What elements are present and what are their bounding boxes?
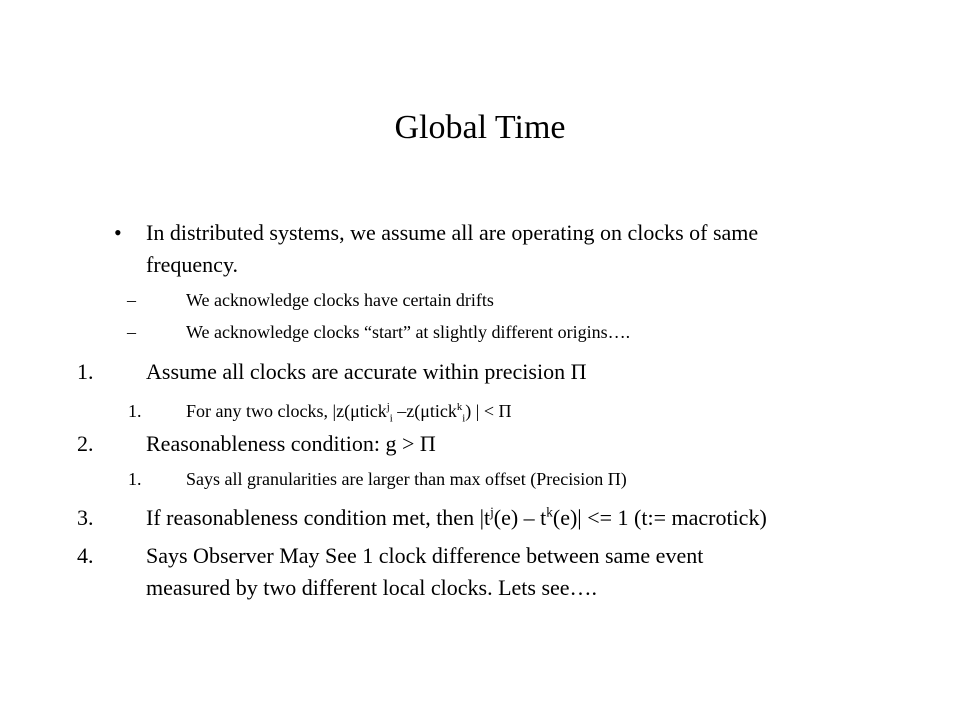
bullet-text-line2: frequency. bbox=[146, 252, 239, 277]
item-text-line2: measured by two different local clocks. Lets see…. bbox=[146, 575, 598, 600]
bullet-text-line1: In distributed systems, we assume all are operating on clocks of same bbox=[146, 220, 759, 245]
formula-subscript: i bbox=[389, 412, 393, 425]
formula-part: For any two clocks, |z(μtick bbox=[186, 401, 387, 421]
bullet-marker: • bbox=[114, 220, 122, 245]
item-number: 2. bbox=[77, 431, 94, 456]
formula-part: –z(μtick bbox=[392, 401, 457, 421]
formula-superscript: j bbox=[490, 504, 494, 520]
formula-part: ) | < Π bbox=[465, 401, 512, 421]
item-number: 1. bbox=[77, 359, 94, 384]
item-text: Reasonableness condition: g > Π bbox=[146, 431, 436, 456]
formula-part: If reasonableness condition met, then |t bbox=[146, 505, 491, 530]
formula-superscript: k bbox=[546, 504, 553, 520]
subitem-number: 1. bbox=[128, 469, 142, 489]
formula-part: (e)| <= 1 (t:= macrotick) bbox=[552, 505, 767, 530]
sub-bullet-text: We acknowledge clocks have certain drifts bbox=[186, 290, 494, 310]
dash-marker: – bbox=[127, 322, 136, 342]
sub-bullet-text: We acknowledge clocks “start” at slightly different origins…. bbox=[186, 322, 631, 342]
item-number: 4. bbox=[77, 543, 94, 568]
item-text: Assume all clocks are accurate within precision Π bbox=[146, 359, 587, 384]
formula-superscript: k bbox=[456, 401, 463, 413]
item-text-formula bbox=[146, 503, 767, 532]
formula-superscript: j bbox=[386, 401, 390, 413]
subitem-text-formula bbox=[186, 399, 512, 423]
formula-part: (e) – t bbox=[493, 505, 547, 530]
formula-subscript: i bbox=[462, 412, 466, 425]
subitem-text: Says all granularities are larger than max offset (Precision Π) bbox=[186, 469, 627, 489]
item-text-line1: Says Observer May See 1 clock difference between same event bbox=[146, 543, 704, 568]
item-number: 3. bbox=[77, 505, 94, 530]
subitem-number: 1. bbox=[128, 401, 142, 421]
dash-marker: – bbox=[127, 290, 136, 310]
slide-title: Global Time bbox=[394, 109, 566, 146]
